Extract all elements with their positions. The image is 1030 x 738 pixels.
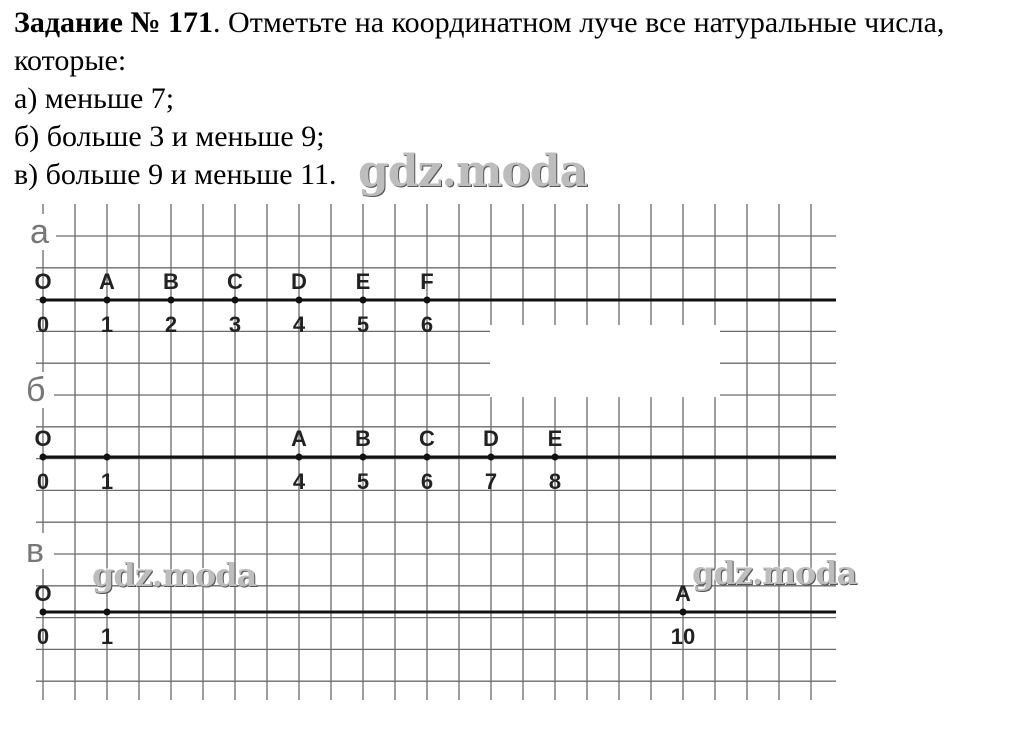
ray-point <box>104 609 111 616</box>
point-letter: O <box>34 426 52 451</box>
ray-point <box>168 297 175 304</box>
ray-point <box>360 297 367 304</box>
point-letter: O <box>34 269 52 294</box>
point-number: 0 <box>36 312 50 337</box>
task-item-b: б) больше 3 и меньше 9; <box>14 120 325 153</box>
point-letter: E <box>547 426 563 451</box>
ray-point <box>552 454 559 461</box>
ray-point <box>424 454 431 461</box>
watermark: gdz.moda <box>358 146 588 197</box>
graph-paper-grid <box>36 204 836 700</box>
ray-point <box>104 297 111 304</box>
watermark: gdz.moda <box>692 554 857 592</box>
point-number: 7 <box>484 469 498 494</box>
ray-point <box>488 454 495 461</box>
point-number: 4 <box>292 469 306 494</box>
ray-point <box>232 297 239 304</box>
section-label-b: б <box>26 371 46 409</box>
point-number: 10 <box>670 624 696 649</box>
point-number: 6 <box>420 312 434 337</box>
task-intro-continuation: которые: <box>14 44 127 77</box>
point-letter: B <box>355 426 371 451</box>
point-letter: A <box>291 426 307 451</box>
ray-a-marks <box>34 269 433 337</box>
ray-b-marks <box>34 426 562 494</box>
ray-point <box>680 609 687 616</box>
point-number: 6 <box>420 469 434 494</box>
point-number: 5 <box>356 469 370 494</box>
point-number: 3 <box>228 312 242 337</box>
point-letter: A <box>675 581 691 606</box>
point-letter: F <box>420 269 434 294</box>
task-title: Задание № 171 <box>14 6 214 39</box>
section-label-a: а <box>30 213 49 251</box>
task-intro: . Отметьте на координатном луче все натуральные числа, <box>213 6 945 39</box>
point-number: 0 <box>36 469 50 494</box>
point-number: 4 <box>292 312 306 337</box>
task-item-a: а) меньше 7; <box>14 82 175 115</box>
point-letter: E <box>355 269 371 294</box>
point-letter: C <box>419 426 435 451</box>
section-label-v: в <box>26 532 45 570</box>
ray-point <box>40 454 47 461</box>
blank-area <box>490 325 720 397</box>
point-letter: C <box>227 269 243 294</box>
point-letter: A <box>99 269 115 294</box>
ray-point <box>360 454 367 461</box>
point-letter: B <box>163 269 179 294</box>
point-number: 0 <box>36 624 50 649</box>
point-number: 5 <box>356 312 370 337</box>
point-letter: O <box>34 581 52 606</box>
point-number: 8 <box>548 469 562 494</box>
ray-point <box>40 609 47 616</box>
point-number: 1 <box>100 312 114 337</box>
point-letter: D <box>291 269 307 294</box>
point-letter: D <box>483 426 499 451</box>
ray-point <box>104 454 111 461</box>
ray-point <box>40 297 47 304</box>
point-number: 2 <box>164 312 178 337</box>
ray-point <box>296 297 303 304</box>
watermark: gdz.moda <box>92 556 257 594</box>
task-item-c: в) больше 9 и меньше 11. <box>14 158 337 191</box>
point-number: 1 <box>100 469 114 494</box>
ray-point <box>296 454 303 461</box>
point-number: 1 <box>100 624 114 649</box>
ray-point <box>424 297 431 304</box>
